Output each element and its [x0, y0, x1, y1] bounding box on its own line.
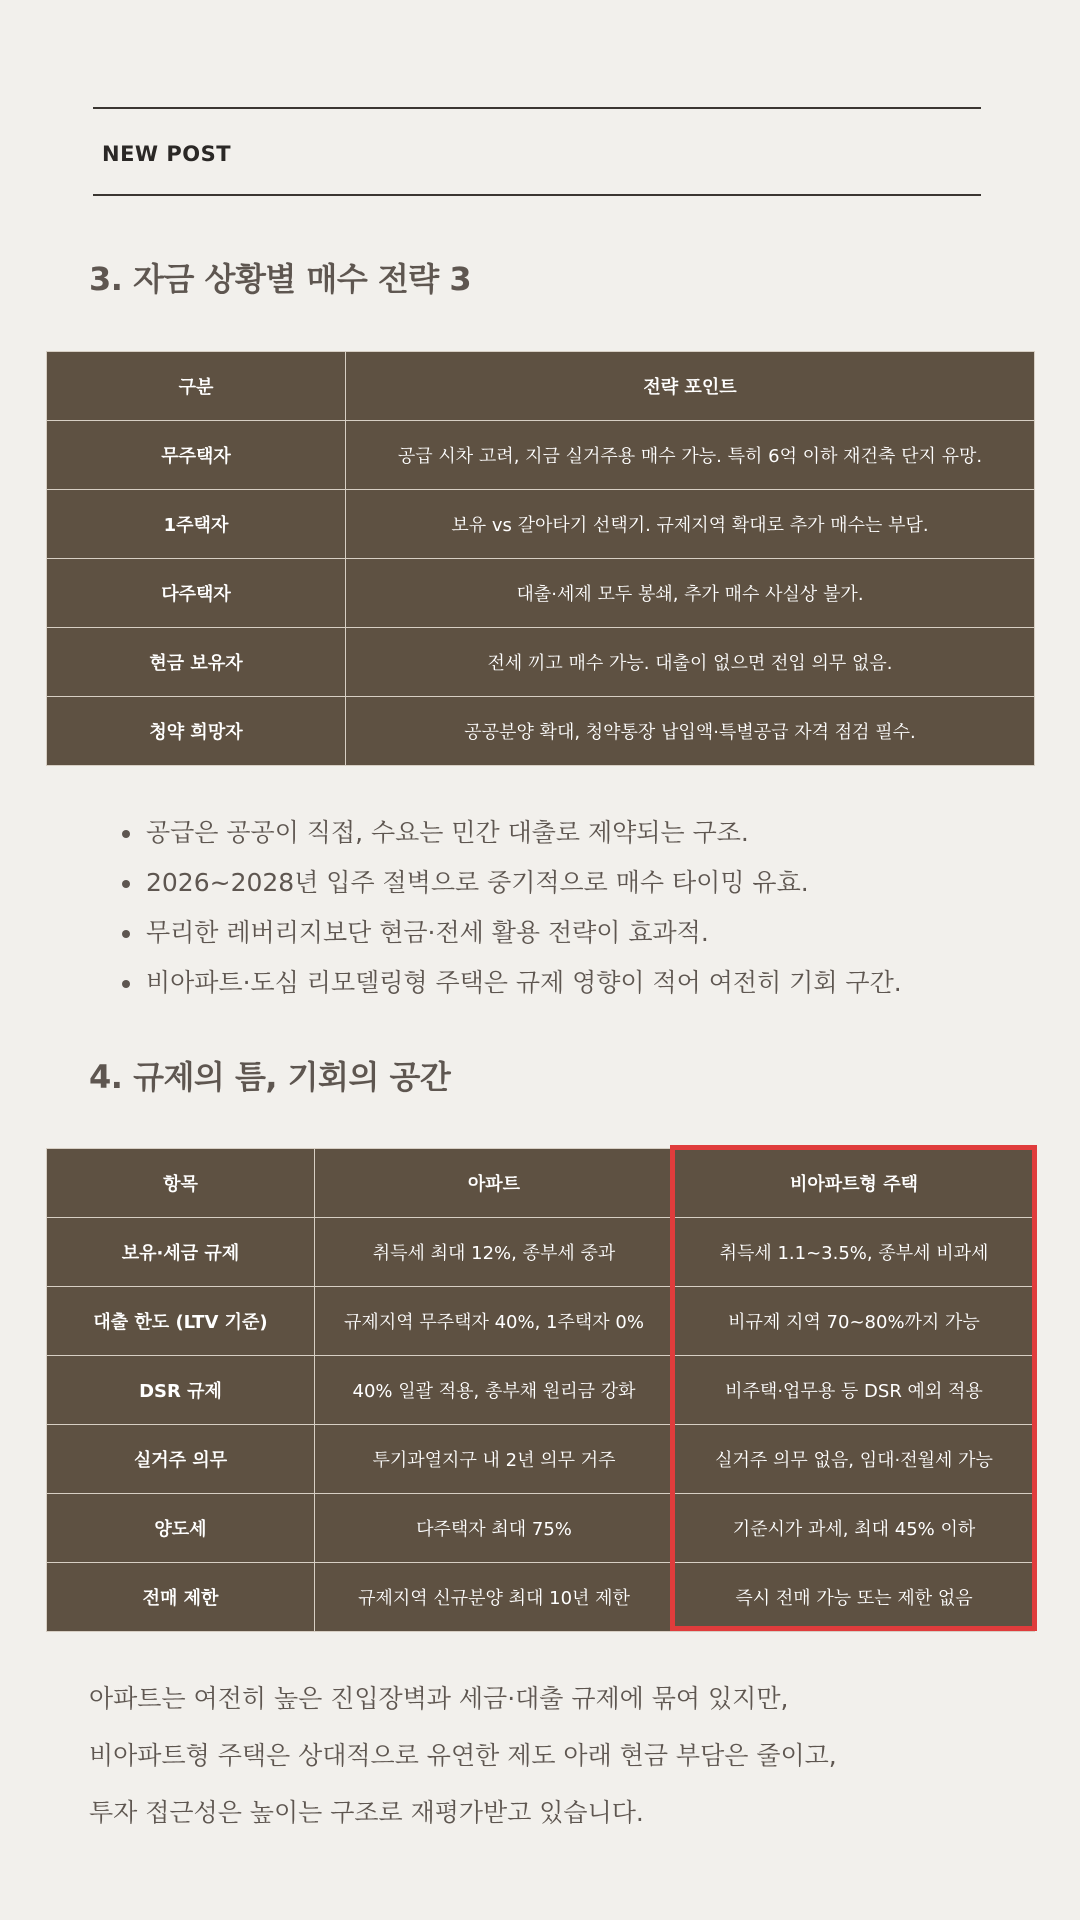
non-apartment-value: 취득세 1.1~3.5%, 종부세 비과세 [674, 1218, 1035, 1287]
row-label: 양도세 [47, 1494, 315, 1563]
table-row [47, 1494, 1035, 1563]
bullet-item: 공급은 공공이 직접, 수요는 민간 대출로 제약되는 구조. [122, 808, 902, 858]
table-row [47, 1287, 1035, 1356]
non-apartment-value: 즉시 전매 가능 또는 제한 없음 [674, 1563, 1035, 1632]
column-header: 전략 포인트 [346, 352, 1035, 421]
table-row [47, 1563, 1035, 1632]
paragraph-line: 아파트는 여전히 높은 진입장벽과 세금·대출 규제에 묶여 있지만, [89, 1684, 789, 1713]
table-row [47, 490, 1035, 559]
row-value: 전세 끼고 매수 가능. 대출이 없으면 전입 의무 없음. [346, 628, 1035, 697]
row-label: 무주택자 [47, 421, 346, 490]
non-apartment-value: 비규제 지역 70~80%까지 가능 [674, 1287, 1035, 1356]
column-header: 구분 [47, 352, 346, 421]
column-header: 항목 [47, 1149, 315, 1218]
table-row [47, 697, 1035, 766]
table-row [47, 559, 1035, 628]
bullet-item: 2026~2028년 입주 절벽으로 중기적으로 매수 타이밍 유효. [122, 858, 902, 908]
apartment-value: 규제지역 신규분양 최대 10년 제한 [315, 1563, 674, 1632]
header-rule-block [93, 107, 981, 196]
summary-bullet-list [122, 808, 902, 1008]
section-3-title: 3. 자금 상황별 매수 전략 3 [89, 260, 472, 298]
row-label: 청약 희망자 [47, 697, 346, 766]
row-label: 현금 보유자 [47, 628, 346, 697]
table-row [47, 628, 1035, 697]
row-value: 대출·세제 모두 봉쇄, 추가 매수 사실상 불가. [346, 559, 1035, 628]
row-label: 실거주 의무 [47, 1425, 315, 1494]
paragraph-line: 투자 접근성은 높이는 구조로 재평가받고 있습니다. [89, 1798, 644, 1827]
table-row [47, 1356, 1035, 1425]
bullet-item: 무리한 레버리지보단 현금·전세 활용 전략이 효과적. [122, 908, 902, 958]
non-apartment-value: 비주택·업무용 등 DSR 예외 적용 [674, 1356, 1035, 1425]
table-row [47, 1218, 1035, 1287]
section-4-title: 4. 규제의 틈, 기회의 공간 [89, 1058, 451, 1096]
non-apartment-value: 실거주 의무 없음, 임대·전월세 가능 [674, 1425, 1035, 1494]
table-header-row [47, 352, 1035, 421]
row-label: 보유·세금 규제 [47, 1218, 315, 1287]
row-value: 보유 vs 갈아타기 선택기. 규제지역 확대로 추가 매수는 부담. [346, 490, 1035, 559]
apartment-value: 다주택자 최대 75% [315, 1494, 674, 1563]
apartment-value: 취득세 최대 12%, 종부세 중과 [315, 1218, 674, 1287]
apartment-value: 규제지역 무주택자 40%, 1주택자 0% [315, 1287, 674, 1356]
row-label: 전매 제한 [47, 1563, 315, 1632]
funding-strategy-table [46, 351, 1035, 766]
table-row [47, 421, 1035, 490]
row-value: 공공분양 확대, 청약통장 납입액·특별공급 자격 점검 필수. [346, 697, 1035, 766]
row-label: DSR 규제 [47, 1356, 315, 1425]
column-header: 아파트 [315, 1149, 674, 1218]
new-post-label: NEW POST [102, 142, 232, 166]
table-header-row [47, 1149, 1035, 1218]
table-row [47, 1425, 1035, 1494]
regulation-comparison-table [46, 1148, 1035, 1632]
apartment-value: 투기과열지구 내 2년 의무 거주 [315, 1425, 674, 1494]
row-label: 대출 한도 (LTV 기준) [47, 1287, 315, 1356]
apartment-value: 40% 일괄 적용, 총부채 원리금 강화 [315, 1356, 674, 1425]
row-value: 공급 시차 고려, 지금 실거주용 매수 가능. 특히 6억 이하 재건축 단지 유망. [346, 421, 1035, 490]
row-label: 다주택자 [47, 559, 346, 628]
row-label: 1주택자 [47, 490, 346, 559]
column-header: 비아파트형 주택 [674, 1149, 1035, 1218]
bullet-item: 비아파트·도심 리모델링형 주택은 규제 영향이 적어 여전히 기회 구간. [122, 958, 902, 1008]
paragraph-line: 비아파트형 주택은 상대적으로 유연한 제도 아래 현금 부담은 줄이고, [89, 1741, 837, 1770]
non-apartment-value: 기준시가 과세, 최대 45% 이하 [674, 1494, 1035, 1563]
conclusion-paragraph [89, 1670, 837, 1841]
